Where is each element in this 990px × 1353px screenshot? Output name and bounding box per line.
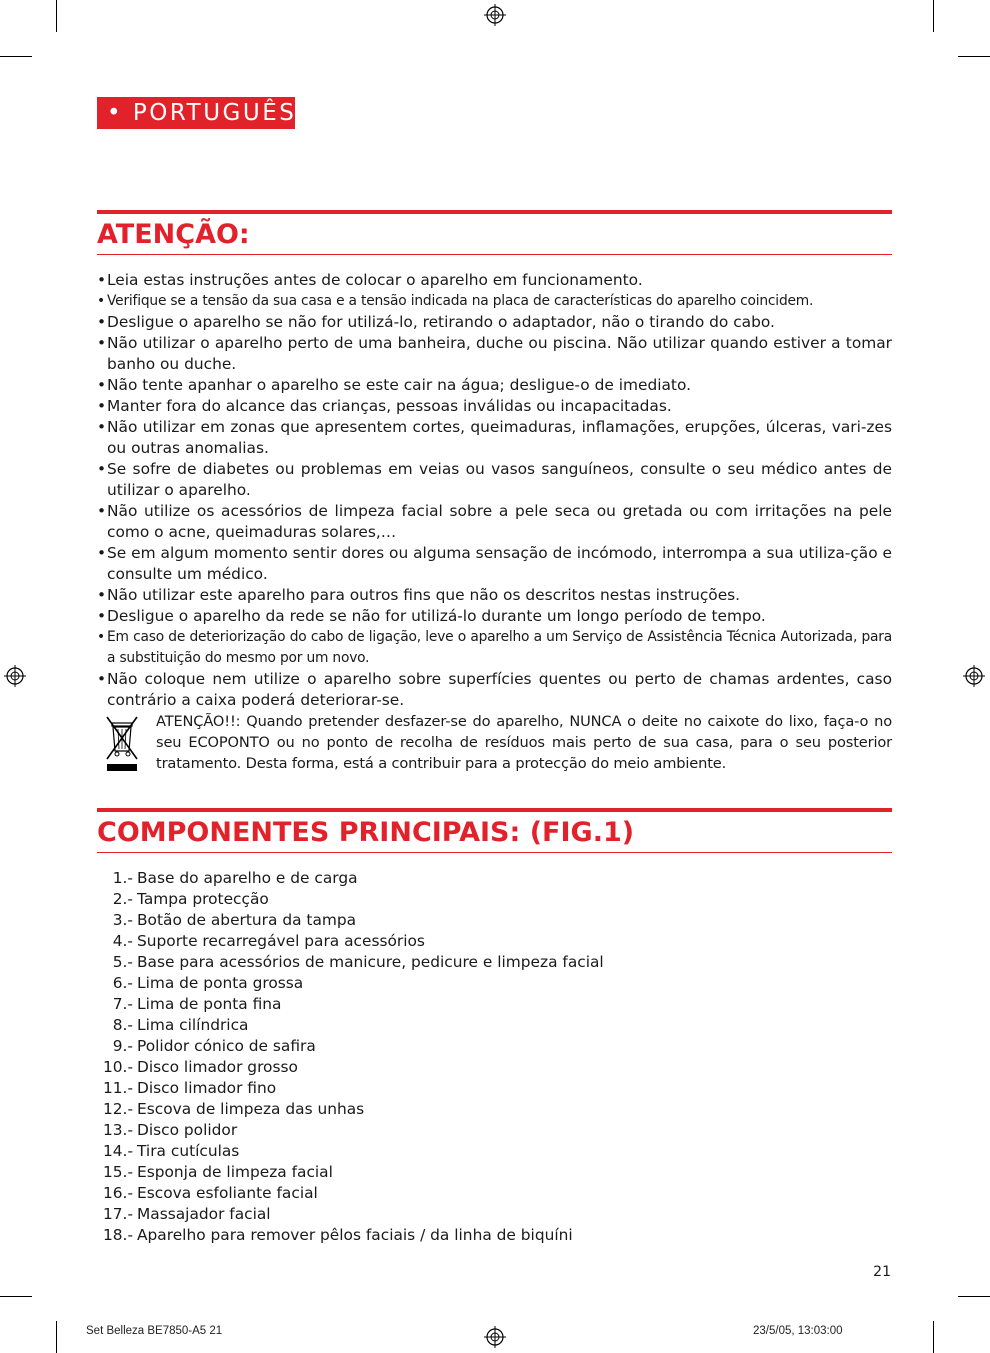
disposal-warning — [97, 711, 892, 774]
list-item: • Desligue o aparelho se não for utilizá-lo, retirando o adaptador, não o tirando do cabo. — [97, 312, 892, 333]
crop-mark — [933, 0, 934, 32]
crossed-out-bin-icon — [105, 715, 139, 773]
list-item: • Não utilizar em zonas que apresentem cortes, queimaduras, inflamações, erupções, úlceras, vari-zes ou outras anomalias. — [97, 417, 892, 459]
list-item: 9.- Polidor cónico de safira — [112, 1037, 316, 1055]
list-item: 2.- Tampa protecção — [112, 890, 269, 908]
header-rule-thin — [97, 254, 892, 255]
registration-mark-icon — [484, 4, 506, 26]
list-item: 18.- Aparelho para remover pêlos faciais / da linha de biquíni — [102, 1226, 573, 1244]
list-item: • Não utilizar este aparelho para outros fins que não os descritos nestas instruções. — [97, 585, 892, 606]
crop-mark — [0, 1296, 32, 1297]
section-title: COMPONENTES PRINCIPAIS: (FIG.1) — [97, 817, 635, 848]
disposal-warning-text: ATENÇÃO!!: Quando pretender desfazer-se do aparelho, NUNCA o deite no caixote do lixo, faça-o no seu ECOPONTO ou no ponto de recolha de resíduos mais perto de sua casa, para o seu posterior tratamento. Desta forma, está a contribuir para a protecção do meio ambiente. — [156, 713, 892, 772]
registration-mark-icon — [963, 665, 985, 687]
list-item: • Manter fora do alcance das crianças, pessoas inválidas ou incapacitadas. — [97, 396, 892, 417]
section-header-attention — [97, 210, 892, 255]
language-tag: • PORTUGUÊS — [97, 97, 295, 129]
crop-mark — [0, 56, 32, 57]
list-item: 12.- Escova de limpeza das unhas — [102, 1100, 365, 1118]
crop-mark — [958, 56, 990, 57]
list-item: • Em caso de deteriorização do cabo de ligação, leve o aparelho a um Serviço de Assistência Técnica Autorizada, para a substituição do mesmo por um novo. — [97, 627, 892, 669]
list-item: • Verifique se a tensão da sua casa e a tensão indicada na placa de características do aparelho coincidem. — [97, 291, 892, 312]
list-item: 8.- Lima cilíndrica — [112, 1016, 249, 1034]
print-slug-right: 23/5/05, 13:03:00 — [753, 1325, 843, 1337]
list-item: 16.- Escova esfoliante facial — [102, 1184, 318, 1202]
list-item: • Se sofre de diabetes ou problemas em veias ou vasos sanguíneos, consulte o seu médico antes de utilizar o aparelho. — [97, 459, 892, 501]
list-item: • Se em algum momento sentir dores ou alguma sensação de incómodo, interrompa a sua utiliza-ção e consulte um médico. — [97, 543, 892, 585]
list-item: 10.- Disco limador grosso — [102, 1058, 298, 1076]
list-item: 5.- Base para acessórios de manicure, pedicure e limpeza facial — [112, 953, 604, 971]
header-rule-thick — [97, 210, 892, 214]
list-item: • Não coloque nem utilize o aparelho sobre superfícies quentes ou perto de chamas ardentes, caso contrário a caixa poderá deteriorar-se. — [97, 669, 892, 711]
warnings-list — [97, 270, 892, 711]
list-item: • Desligue o aparelho da rede se não for utilizá-lo durante um longo período de tempo. — [97, 606, 892, 627]
list-item: 7.- Lima de ponta fina — [112, 995, 282, 1013]
list-item: 11.- Disco limador fino — [102, 1079, 277, 1097]
list-item: • Não utilize os acessórios de limpeza facial sobre a pele seca ou gretada ou com irritações na pele como o acne, queimaduras solares,… — [97, 501, 892, 543]
crop-mark — [56, 0, 57, 32]
header-rule-thick — [97, 808, 892, 812]
list-item: 14.- Tira cutículas — [102, 1142, 240, 1160]
crop-mark — [958, 1296, 990, 1297]
list-item: • Não tente apanhar o aparelho se este cair na água; desligue-o de imediato. — [97, 375, 892, 396]
registration-mark-icon — [4, 665, 26, 687]
print-slug-left: Set Belleza BE7850-A5 21 — [86, 1325, 223, 1337]
list-item: 17.- Massajador facial — [102, 1205, 271, 1223]
section-title: ATENÇÃO: — [97, 219, 250, 250]
registration-mark-icon — [484, 1326, 506, 1348]
crop-mark — [56, 1321, 57, 1353]
list-item: 4.- Suporte recarregável para acessórios — [112, 932, 425, 950]
list-item: • Não utilizar o aparelho perto de uma banheira, duche ou piscina. Não utilizar quando estiver a tomar banho ou duche. — [97, 333, 892, 375]
page-number: 21 — [873, 1264, 891, 1280]
list-item: 15.- Esponja de limpeza facial — [102, 1163, 333, 1181]
components-list — [97, 868, 604, 1246]
list-item: 1.- Base do aparelho e de carga — [112, 869, 358, 887]
header-rule-thin — [97, 852, 892, 853]
list-item: 3.- Botão de abertura da tampa — [112, 911, 357, 929]
list-item: • Leia estas instruções antes de colocar o aparelho em funcionamento. — [97, 270, 892, 291]
section-header-components — [97, 808, 892, 853]
list-item: 13.- Disco polidor — [102, 1121, 238, 1139]
list-item: 6.- Lima de ponta grossa — [112, 974, 304, 992]
crop-mark — [933, 1321, 934, 1353]
